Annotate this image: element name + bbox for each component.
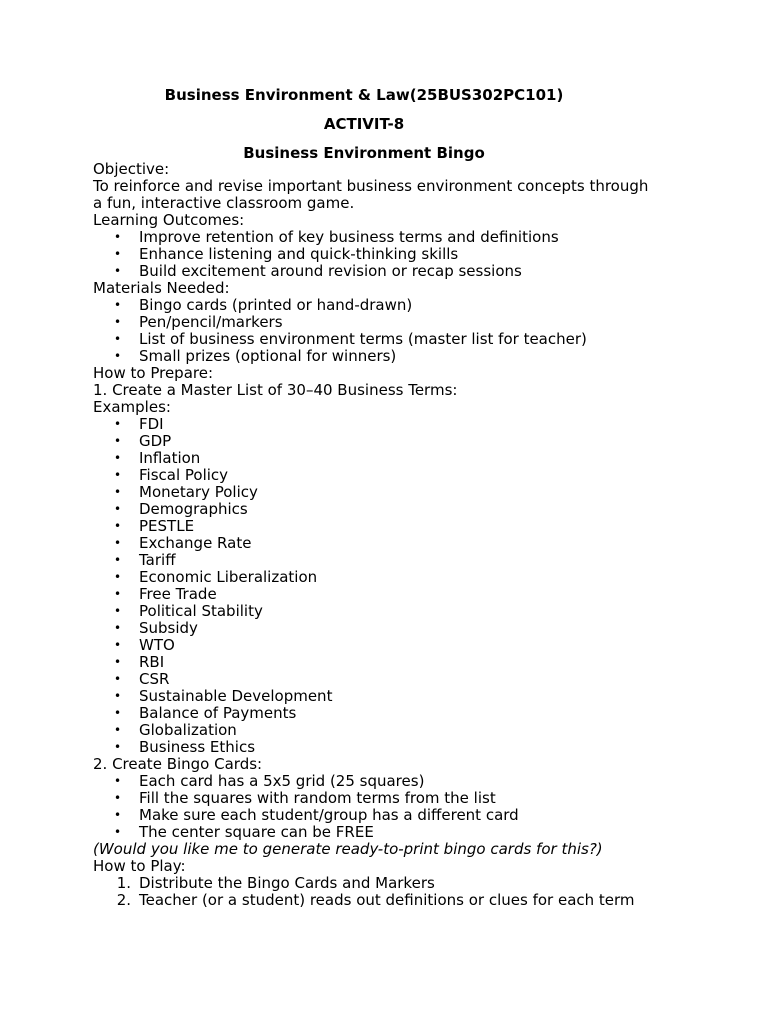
bullet-icon: • <box>114 570 122 584</box>
list-item: • FDI <box>114 415 164 433</box>
note-text: (Would you like me to generate ready-to-print bingo cards for this?) <box>93 840 603 858</box>
bullet-icon: • <box>114 247 122 261</box>
list-item: • Pen/pencil/markers <box>114 313 283 331</box>
list-item: 2. Teacher (or a student) reads out definitions or clues for each term <box>93 892 683 909</box>
objective-text-line: To reinforce and revise important business environment concepts through <box>93 177 649 195</box>
bullet-icon: • <box>114 264 122 278</box>
play-steps-list <box>93 875 683 909</box>
bullet-icon: • <box>114 808 122 822</box>
bullet-icon: • <box>114 825 122 839</box>
bullet-icon: • <box>114 706 122 720</box>
list-item: • Sustainable Development <box>114 687 333 705</box>
step-number: 2. <box>116 891 131 909</box>
bullet-icon: • <box>114 536 122 550</box>
bullet-icon: • <box>114 740 122 754</box>
list-item: • List of business environment terms (master list for teacher) <box>114 330 587 348</box>
bullet-icon: • <box>114 485 122 499</box>
list-item: • WTO <box>114 636 175 654</box>
list-item: • GDP <box>114 432 172 450</box>
bullet-icon: • <box>114 502 122 516</box>
bullet-icon: • <box>114 774 122 788</box>
list-item: • The center square can be FREE <box>114 823 374 841</box>
cards-list <box>93 773 683 841</box>
list-item: • Build excitement around revision or recap sessions <box>114 262 522 280</box>
bullet-icon: • <box>114 553 122 567</box>
list-item: • Improve retention of key business terms and definitions <box>114 228 559 246</box>
step-number: 1. <box>116 874 131 892</box>
list-item: • Political Stability <box>114 602 263 620</box>
bullet-icon: • <box>114 689 122 703</box>
materials-label: Materials Needed: <box>93 279 230 297</box>
list-item: • Bingo cards (printed or hand-drawn) <box>114 296 413 314</box>
bullet-icon: • <box>114 638 122 652</box>
bullet-icon: • <box>114 621 122 635</box>
list-item: • Subsidy <box>114 619 198 637</box>
bullet-icon: • <box>114 417 122 431</box>
bullet-icon: • <box>114 519 122 533</box>
prepare-step-2: 2. Create Bingo Cards: <box>93 755 263 773</box>
list-item: • Fill the squares with random terms from the list <box>114 789 496 807</box>
list-item: • Inflation <box>114 449 201 467</box>
bullet-icon: • <box>114 434 122 448</box>
objective-text-line: a fun, interactive classroom game. <box>93 194 355 212</box>
bullet-icon: • <box>114 451 122 465</box>
outcomes-list <box>93 229 683 280</box>
list-item: • Free Trade <box>114 585 217 603</box>
list-item: • Balance of Payments <box>114 704 297 722</box>
list-item: • Tariff <box>114 551 176 569</box>
list-item: • Globalization <box>114 721 237 739</box>
bullet-icon: • <box>114 791 122 805</box>
list-item: • Monetary Policy <box>114 483 258 501</box>
list-item: • Fiscal Policy <box>114 466 229 484</box>
bullet-icon: • <box>114 468 122 482</box>
bullet-icon: • <box>114 587 122 601</box>
outcomes-label: Learning Outcomes: <box>93 211 245 229</box>
list-item: • Exchange Rate <box>114 534 252 552</box>
bullet-icon: • <box>114 315 122 329</box>
list-item: • Economic Liberalization <box>114 568 318 586</box>
list-item: • PESTLE <box>114 517 195 535</box>
bullet-icon: • <box>114 230 122 244</box>
list-item: • RBI <box>114 653 165 671</box>
bullet-icon: • <box>114 298 122 312</box>
list-item: • Business Ethics <box>114 738 256 756</box>
examples-label: Examples: <box>93 398 171 416</box>
prepare-step-1: 1. Create a Master List of 30–40 Business Terms: <box>93 381 458 399</box>
document-body <box>93 161 683 909</box>
activity-number: ACTIVIT-8 <box>323 115 405 133</box>
list-item: • CSR <box>114 670 170 688</box>
bullet-icon: • <box>114 723 122 737</box>
play-label: How to Play: <box>93 857 186 875</box>
bullet-icon: • <box>114 332 122 346</box>
materials-list <box>93 297 683 365</box>
list-item: 1. Distribute the Bingo Cards and Markers <box>93 875 683 892</box>
bullet-icon: • <box>114 655 122 669</box>
prepare-label: How to Prepare: <box>93 364 213 382</box>
document-title: Business Environment & Law(25BUS302PC101) <box>164 86 564 104</box>
list-item: • Demographics <box>114 500 248 518</box>
bullet-icon: • <box>114 672 122 686</box>
list-item: • Each card has a 5x5 grid (25 squares) <box>114 772 425 790</box>
list-item: • Enhance listening and quick-thinking skills <box>114 245 459 263</box>
examples-list <box>93 416 683 756</box>
list-item: • Small prizes (optional for winners) <box>114 347 397 365</box>
bullet-icon: • <box>114 604 122 618</box>
bullet-icon: • <box>114 349 122 363</box>
activity-title: Business Environment Bingo <box>243 144 485 162</box>
list-item: • Make sure each student/group has a different card <box>114 806 519 824</box>
objective-label: Objective: <box>93 160 170 178</box>
